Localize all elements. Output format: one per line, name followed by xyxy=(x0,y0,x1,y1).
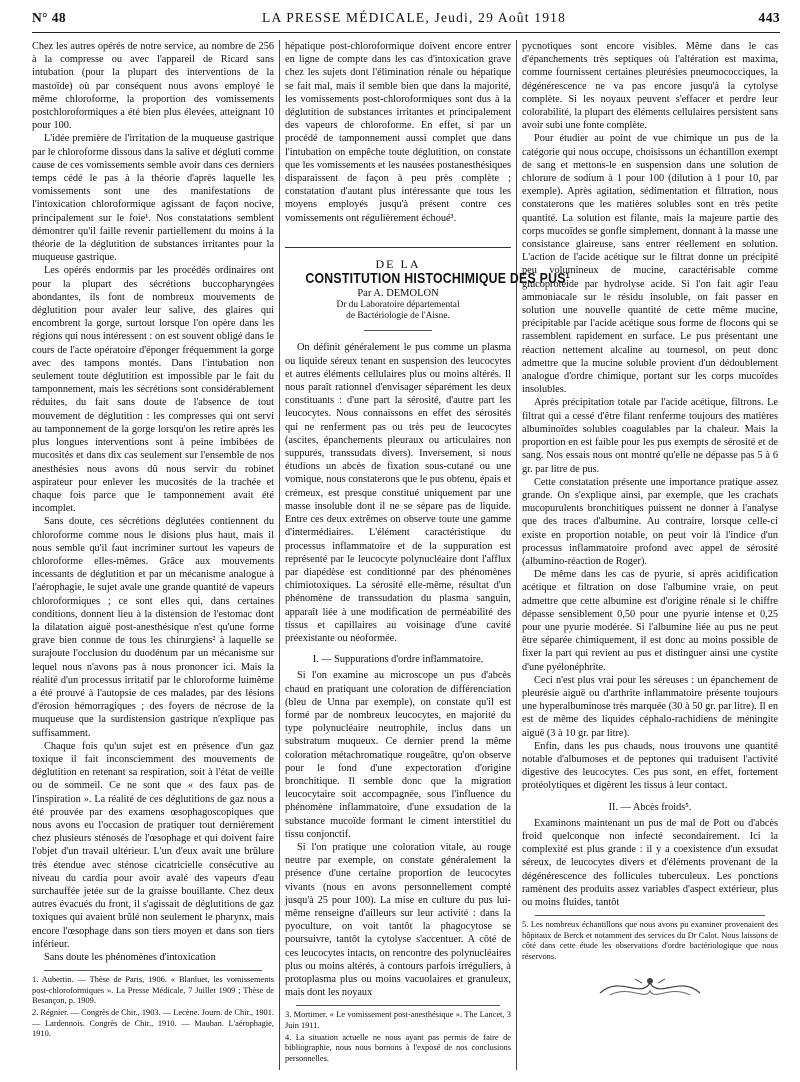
paragraph: Les opérés endormis par les procédés ordinaires ont pour la plupart des sécrétions buccopharyngées abondantes, ils font de nombreux mouvements de déglutition pour avaler leur salive, des glaires qui encombrent la gorge, surtout lorsque l'on opère dans les régions qui nous intéressent : on est souvent obligé dans le cours de l'acte opératoire d'éponger fréquemment la gorge avec des tampons montés. Dans l'intubation non seulement toute déglutition est impossible par le fait du tamponnement, mais les sécrétions sont considérablement réduites, du fait sans doute de l'absence de tout mouvement de déglutition : les compresses qui ont servi au tamponnement de la gorge lorsqu'on les retire après les plus longues interventions sont à peine imbibées de mucosités et dans dix cas seulement sur l'ensemble de nos anesthésies nous avons dû nous servir du robinet aspirateur pour enlever les mucosités de la trachée et chaque fois parce que le tamponnement avait été incomplet. xyxy=(32,265,274,515)
column-divider-2 xyxy=(516,40,517,1070)
paragraph: Enfin, dans les pus chauds, nous trouvons une quantité notable d'albumoses et de peptones qui traduisent l'activité digestive des leucocytes. Ces pus sont, en effet, fortement protéolytiques et digèrent les tissus à leur contact. xyxy=(522,740,778,792)
journal-title: LA PRESSE MÉDICALE, Jeudi, 29 Août 1918 xyxy=(262,10,567,25)
footnote-rule xyxy=(44,970,262,971)
ornament-icon xyxy=(522,969,778,1005)
column-3 xyxy=(522,40,778,1070)
paragraph: Chez les autres opérés de notre service, au nombre de 256 à la compresse ou avec l'appareil de Ricard sans intubation (pour la plupart des interventions de la mastoïde) où par conséquent nous avons employé le même chloroforme, la proportion des vomissements postchloroformiques a été bien plus élevées, atteignant 10 pour 100. xyxy=(32,41,274,132)
issue-number: N° 48 xyxy=(32,10,67,25)
footnote: 5. Les nombreux échantillons que nous avons pu examiner provenaient des hôpitaux de Berck et notamment des services du Dr Calot. Nous laissons de côté dans cette étude les observations d'ordre bactériologique que nous réservons. xyxy=(522,920,778,961)
paragraph: Cette constatation présente une importance pratique assez grande. On s'explique ainsi, par exemple, que les crachats mucopurulents bronchitiques puissent ne donner à l'analyse que des traces d'albumine. Au contraire, lorsque celle-ci existe en proportion notable, on peut voir là l'indice d'un processus inflammatoire profond avec appel de sérosité (albumino-réaction de Roger). xyxy=(522,476,778,567)
article-separator xyxy=(285,247,511,248)
paragraph: hépatique post-chloroformique doivent encore entrer en ligne de compte dans les cas d'intoxication grave chez les sujets dont l'élimination rénale ou hépatique se fait mal, mais il semble bien que dans la majorité, les vomissements post-chloroformiques sont dus à la déglutition de substances irritantes et principalement des vapeurs de chloroforme. En effet, si par un procédé de tamponnement aussi complet que dans l'intubation on empêche toute déglutition, on constate que les vomissements et les nausées postanesthésiques disparaissent de façon à peu près complète ; constatation d'autant plus intéressante que tous les moyens employés jusqu'à présent contre ces vomissements ont régulièrement échoué³. xyxy=(285,41,511,224)
title-rule xyxy=(364,330,432,331)
section-heading: I. — Suppurations d'ordre inflammatoire. xyxy=(312,654,484,666)
paragraph: Sans doute, ces sécrétions déglutées contiennent du chloroforme comme nous le disions plus haut, mais il nous semble qu'il faut incriminer surtout les vapeurs de chloroforme elles-mêmes. Grâce aux mouvements incessants de déglutition et par un mécanisme analogue à l'aérophagie, le sujet avale une grande quantité de vapeurs chloroformiques ; ce sont elles qui, dans certaines conditions, donnent lieu à la distension de l'estomac dont la dilatation aiguë post-anesthésique n'est qu'une forme grave bien connue de tous les chirurgiens² à laquelle se surajoute l'occlusion du duodénum par un mécanisme sur lequel nous n'avons pas à nous prononcer ici. Mais la réalité d'un processus irritatif par le chloroforme luimême a été prouvé à l'autopsie de ces malades, par des lésions d'érosion hémorragiques ; des foyers de nécrose de la muqueuse que la surdistension gastrique n'explique pas suffisamment. xyxy=(32,516,274,739)
paragraph: Sans doute les phénomènes d'intoxication xyxy=(44,952,216,964)
footnote-rule xyxy=(535,915,765,916)
footnote: 2. Régnier. — Congrès de Chir., 1903. — Lecène. Journ. de Chir., 1901. — Lardennois. Congrès de Chir., 1910. — Mauban. L'aérophagie, 1910. xyxy=(32,1008,274,1039)
article-title: CONSTITUTION HISTOCHIMIQUE DES PUS¹ xyxy=(305,270,570,288)
paragraph: Si l'on pratique une coloration vitale, au rouge neutre par exemple, on constate généralement la présence d'une certaine proportion de leucocytes vivants (nous en avons personnellement compté jusqu'à 25 pour 100). La mise en culture du pus lui-même renseigne d'ailleurs sur leur activité : dans la pyoculture, on voit tantôt la phagocytose se poursuivre, tantôt la cytolyse s'accentuer. A côté de ces leucocytes intacts, on rencontre des polynucléaires plus ou moins altérés, à contours parfois irréguliers, à protoplasma plus ou moins vacuolaires et granuleux, mais dont les noyaux xyxy=(285,841,511,999)
paragraph: Pour étudier au point de vue chimique un pus de la catégorie qui nous occupe, choisissons un échantillon exempt de sang et mettons-le en suspension dans une solution de chlorure de sodium à 1 pour 100 (dilution à 1 pour 10, par exemple). Après agitation, sédimentation et filtration, nous constaterons que les matières solubles sont en très petite quantité. La solution est filante, mais la majeure partie des corps mucoïdes se gonfle simplement, donnant à la masse une consistance glaireuse, sans entrer réellement en solution. L'action de l'acide acétique sur le filtrat donne un précipité peu volumineux de mucine, caractérisable comme glucoprotéide par hydrolyse acide. Si l'on fait agir l'eau ammoniacale sur le résidu insoluble, on fait passer en solution une nouvelle quantité de cette même mucine, précipitable par l'acide acétique sous forme de flocons qui se rassemblent rapidement en surface. Le pus présentant une réaction nettement alcaline au tournesol, on peut donc admettre que la mucine soluble provient d'un dédoublement analogue d'ordre chimique, portant sur les corps mucoïdes insolubles. xyxy=(522,133,778,396)
page-header xyxy=(32,6,780,34)
paragraph: Ceci n'est plus vrai pour les séreuses : un épanchement de pleurésie aiguë ou d'arthrite inflammatoire présente toujours une hyperalbuminose très marquée (30 à 50 gr. par litre). Il en est de même des liquides céphalo-rachidiens de méningite aiguë (3 à 10 gr. par litre). xyxy=(522,674,778,739)
author-affiliation: Dr du Laboratoire départemental xyxy=(336,300,460,311)
page-number: 443 xyxy=(758,10,780,25)
paragraph: De même dans les cas de pyurie, si après acidification acétique et filtration on dose l'albumine vraie, on peut admettre que cette albumine est d'origine rénale si le chiffre dépasse sensiblement 0,50 pour une pyurie intense et 0,25 pour une pyurie modérée. Si l'albumine liée au pus ne peut être séparée chimiquement, il est donc au moins possible de fixer la part qui revient au pus et distinguer ainsi une cystite d'une pyélonéphrite. xyxy=(522,569,778,673)
paragraph: pycnotiques sont encore visibles. Même dans le cas d'épanchements très septiques où l'altération est maxima, comme fournissent certaines pleurésies pneumococciques, la dégénérescence ne va pas encore jusqu'à la cytolyse complète. Si les noyaux peuvent s'effacer et perdre leur colorabilité, la plupart des éléments cellulaires persistent sans avoir subi une fonte complète. xyxy=(522,41,778,132)
author-affiliation: de Bactériologie de l'Aisne. xyxy=(346,311,450,322)
paragraph: Chaque fois qu'un sujet est en présence d'un gaz toxique il fait inconsciemment des mouvements de déglutition en retenant sa respiration, soit à l'état de veille ou de sommeil. Ce ne sont que « des faux pas de l'inspiration ». La réalité de ces déglutitions de gaz nous a été prouvée par des examens œsophagoscopiques que nous avons eu l'occasion de pratiquer tout dernièrement chez plusieurs sténosés de l'œsophage et qui doivent faire l'objet d'un travail ultérieur. L'un d'eux avait une brûlure très étendue avec sténose cicatricielle consécutive au niveau du cardia pour avoir avalé des vapeurs d'eau surchauffée jetée sur de la graisse bouillante. Chez deux autres évacués du front, il s'agissait de déglutitions de gaz toxiques qui avaient brûlé non seulement le pharynx, mais encore l'œsophage dans son tiers moyen et dans son tiers inférieur. xyxy=(32,740,274,950)
footnote: 1. Aubertin. — Thèse de Paris, 1906. « Blanluet, les vomissements post-chloroformiques ». La Presse Médicale, 7 Juillet 1909 ; Thèse de Besançon, p. 1909. xyxy=(32,975,274,1006)
paragraph: Si l'on examine au microscope un pus d'abcès chaud en pratiquant une coloration de différenciation (bleu de Unna par exemple), on constate qu'il est formé par de nombreux leucocytes, en majorité du type polynucléaire neutrophile, inclus dans un substratum muqueux. Ce dernier prend la même coloration métachromatique rougeâtre, qu'on observe pour le fond d'une expectoration d'origine bronchitique. Il semble donc que la migration leucocytaire soit accompagnée, sous l'influence du phénomène inflammatoire, d'une exsudation de la substance mucoïde formant le ciment interstitiel du tissu conjonctif. xyxy=(285,670,511,840)
column-1 xyxy=(32,40,274,1070)
footnote: 3. Mortimer. « Le vomissement post-anesthésique ». The Lancet, 3 Juin 1911. xyxy=(285,1010,511,1030)
section-heading: II. — Abcès froids⁵. xyxy=(608,801,692,813)
column-2 xyxy=(285,40,570,1070)
paragraph: L'idée première de l'irritation de la muqueuse gastrique par le chloroforme dissous dans la salive et dégluti comme cause de ces vomissements semble avoir dans ces derniers temps cédé le pas à la théorie d'après laquelle les vomissements sont une des manifestations de l'intoxication chloroformique agissant de façon nocive, principalement sur le foie¹. Nos constatations semblent démontrer qu'il faille revenir partiellement du moins à la théorie de la déglutition de substances irritantes pour la muqueuse gastrique. xyxy=(32,133,274,264)
paragraph: On définit généralement le pus comme un plasma ou liquide séreux tenant en suspension des leucocytes et autres éléments cellulaires plus ou moins altérés. Il nous paraît rationnel d'envisager séparément les deux constituants : d'une part la sérosité, d'autre part les leucocytes. Nous connaissons en effet des sérosités qui ne renferment pas ou très peu de leucocytes (ascites, épanchements pleuraux ou articulaires non suppurés, transsudats divers). Inversement, si nous étudions un abcès de fixation sous-cutané ou une vomique, nous constaterons que le pus obtenu, épais et crémeux, est presque constitué uniquement par une masse insoluble dont il ne se sépare pas de liquide. Entre ces deux extrêmes on observe toute une gamme d'intermédiaires. L'élément caractéristique du processus inflammatoire et de la suppuration est représenté par le leucocyte polynucléaire dont l'afflux par diapédèse est conditionné par des phénomènes chimiotoxiques. La sérosité elle-même, résultat d'un phénomène de transsudation du plasma sanguin, apparaît liée à une modification de perméabilité des tissus et capillaires au voisinage d'une cavité préexistante ou néoformée. xyxy=(285,342,511,644)
article-author: Par A. DEMOLON xyxy=(357,288,439,300)
footnote-rule xyxy=(296,1005,499,1006)
footnote: 4. La situation actuelle ne nous ayant pas permis de faire de bibliographie, nous nous bornons à l'exposé de nos conclusions personnelles. xyxy=(285,1032,511,1063)
article-pretitle: DE LA xyxy=(375,256,421,271)
header-rule xyxy=(32,32,780,33)
column-divider-1 xyxy=(279,40,280,1070)
paragraph: Examinons maintenant un pus de mal de Pott ou d'abcès froid quelconque non infecté secondairement. Ici la complexité est plus grande : il y a coexistence d'un exsudat séreux, de leucocytes divers et d'éléments provenant de la dégénérescence des follicules tuberculeux. Les ponctions ramènent des produits assez variables d'aspect extérieur, plus ou moins fluides, tantôt xyxy=(522,817,778,908)
paragraph: Après précipitation totale par l'acide acétique, filtrons. Le filtrat qui a cessé d'être filant renferme toujours des matières albuminoïdes solubles coagulables par la chaleur. Mais la proportion en est faible pour les pus exempts de sérosité et de sang. Nos essais nous ont montré qu'elle ne dépasse pas 5 à 6 gr. par litre de pus. xyxy=(522,397,778,475)
